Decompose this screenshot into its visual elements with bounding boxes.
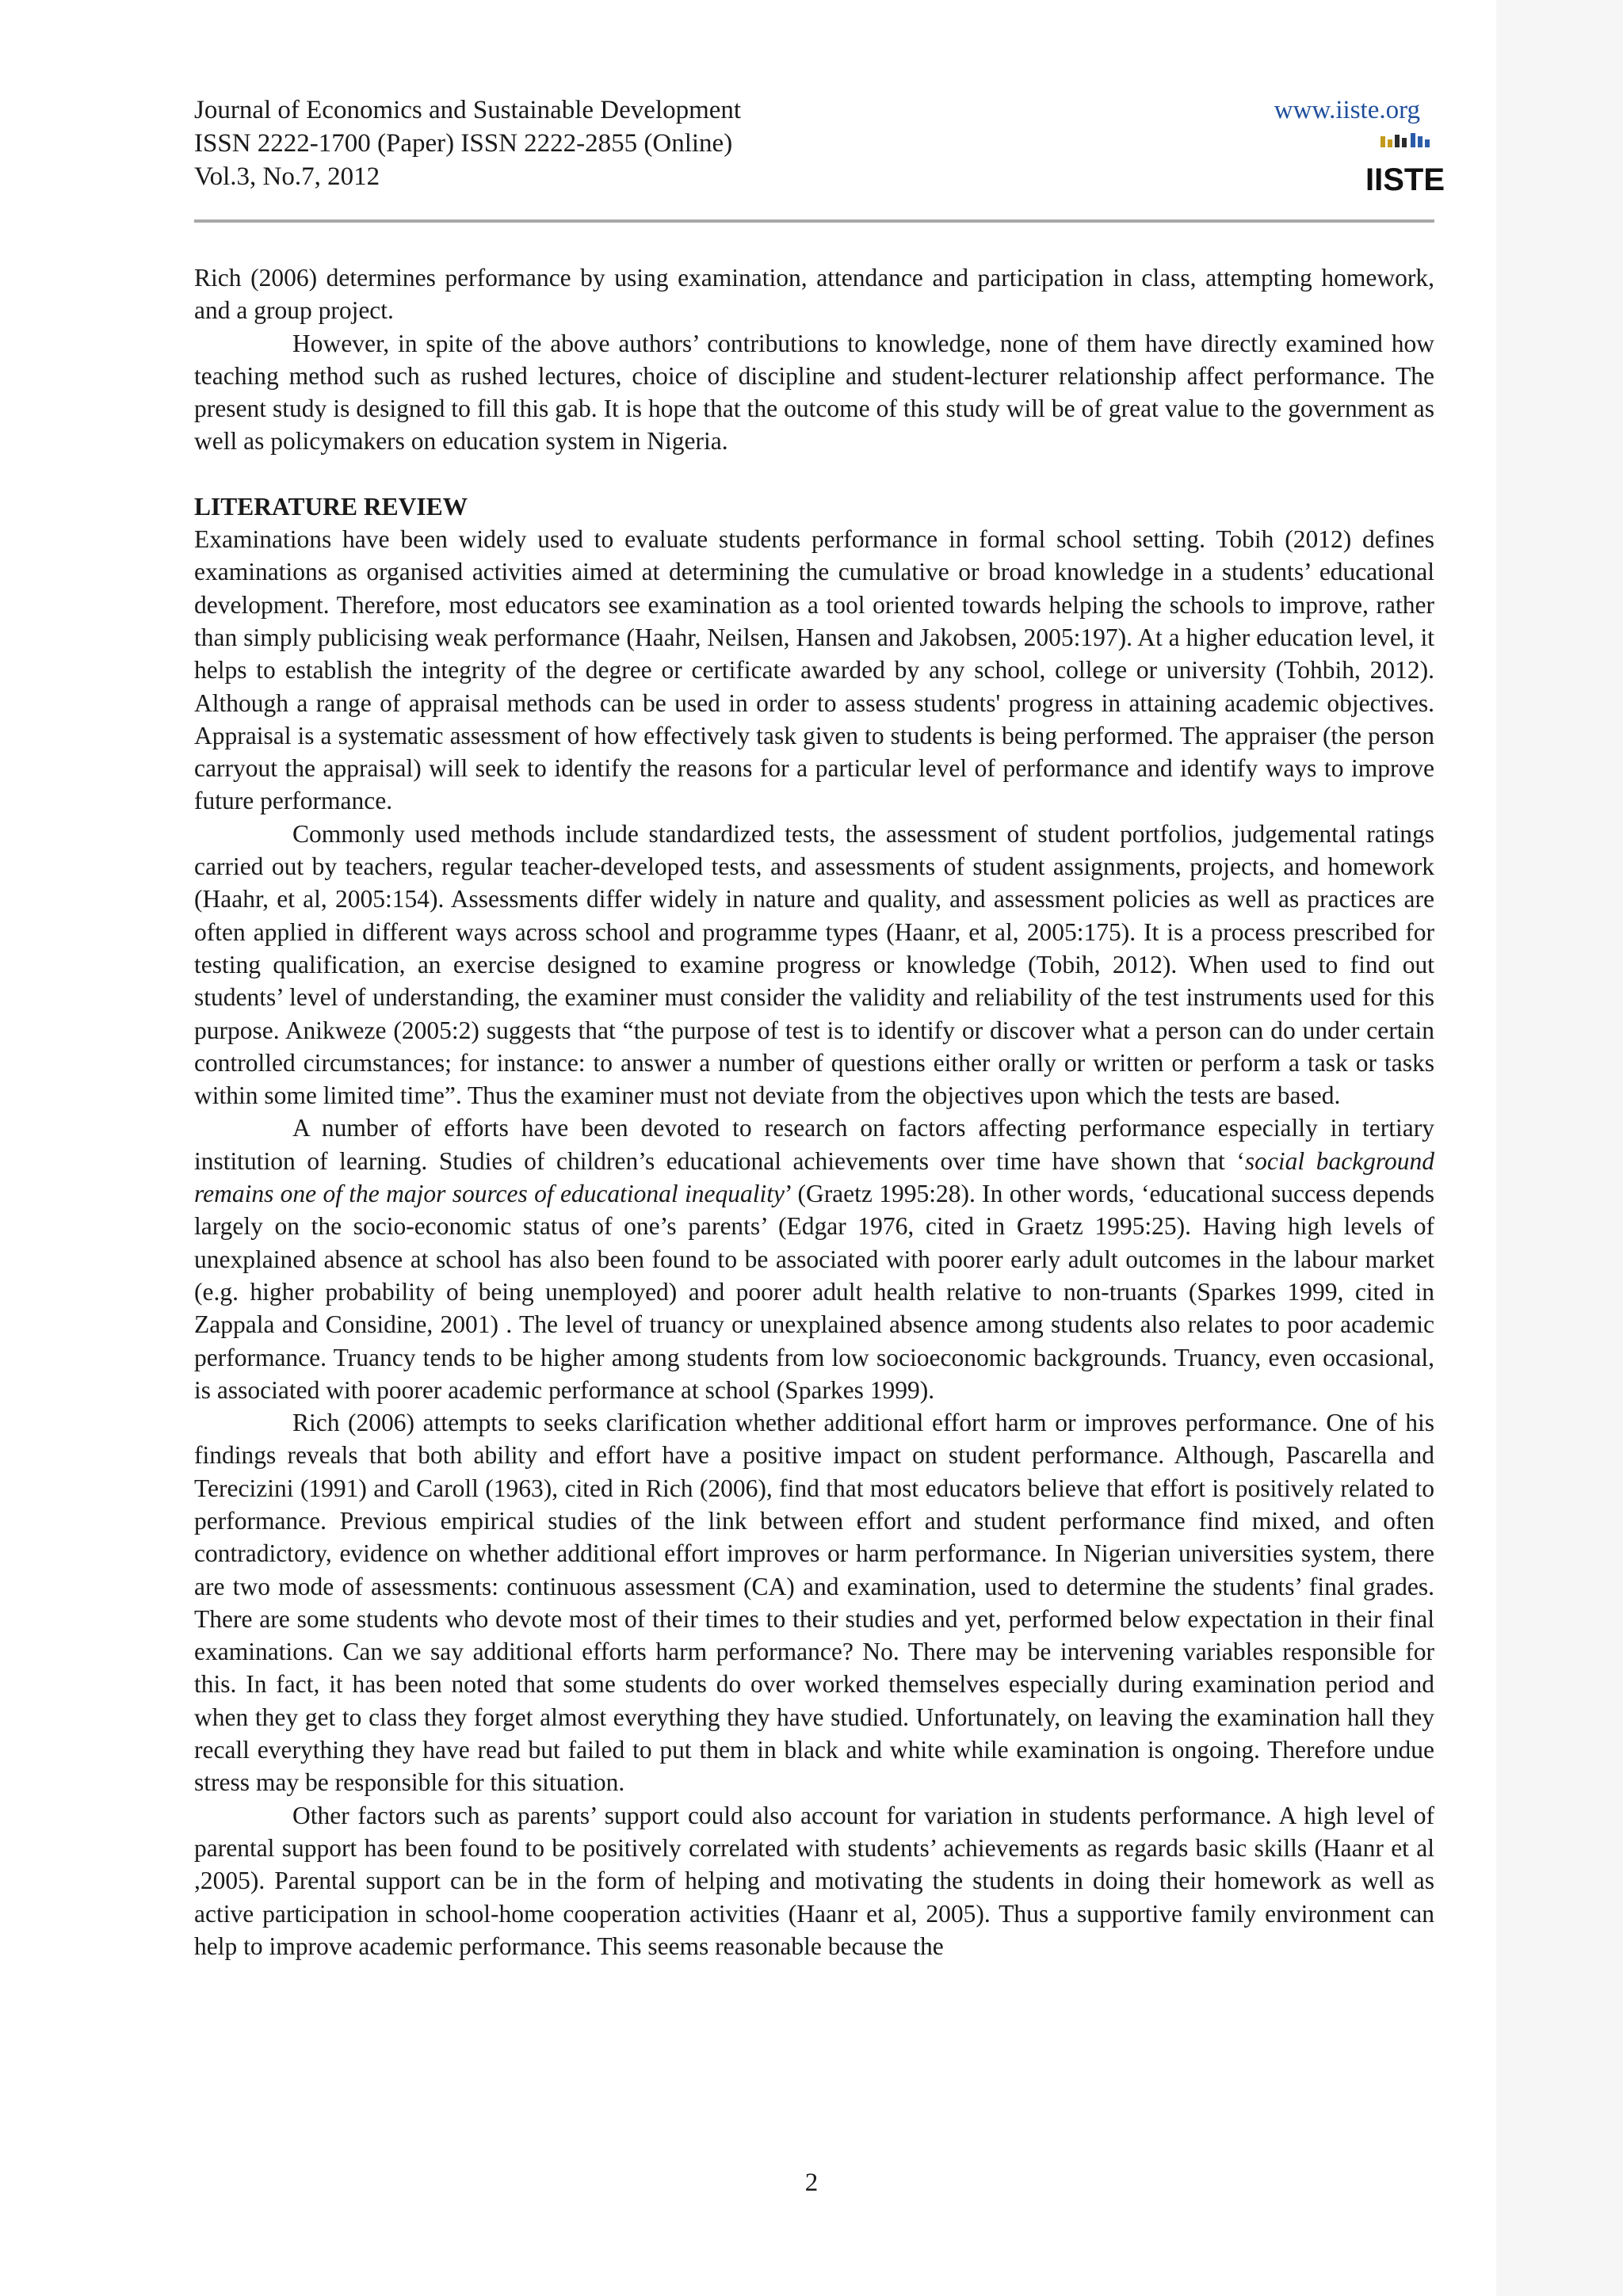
page-number: 2 (804, 2168, 819, 2197)
section-heading-literature-review: LITERATURE REVIEW (194, 492, 468, 521)
journal-website-link[interactable]: www.iiste.org (1274, 96, 1420, 124)
paragraph-1: Rich (2006) determines performance by using examination, attendance and participation in class, attempting homework, and a group project. (194, 264, 1434, 325)
journal-info (194, 93, 741, 193)
journal-header (194, 93, 1445, 220)
iiste-logo-text: IISTE (1365, 162, 1445, 197)
journal-issn: ISSN 2222-1700 (Paper) ISSN 2222-2855 (Online) (194, 129, 733, 158)
section-spacer (194, 458, 1434, 490)
paragraph-6: Rich (2006) attempts to seeks clarification whether additional effort harm or improves performance. One of his findings reveals that both ability and effort have a positive impact on student performance. Although, Pascarella and Terecizini (1991) and Caroll (1963), cited in Rich (2006), find that most educators believe that effort is positively related to performance. Previous empirical studies of the link between effort and student performance find mixed, and often contradictory, evidence on whether additional effort improves or harm performance. In Nigerian universities system, there are two mode of assessments: continuous assessment (CA) and examination, used to determine the students’ final grades. There are some students who devote most of their times to their studies and yet, performed below expectation in their final examinations. Can we say additional efforts harm performance? No. There may be intervening variables responsible for this. In fact, it has been noted that some students do over worked themselves especially during examination period and when they get to class they forget almost everything they have studied. Unfortunately, on leaving the examination hall they recall everything they have read but failed to put them in black and white while examination is ongoing. Therefore undue stress may be responsible for this situation. (194, 1409, 1434, 1797)
scan-edge-shading (1496, 0, 1623, 2296)
journal-title: Journal of Economics and Sustainable Development (194, 96, 742, 124)
paragraph-3: Examinations have been widely used to evaluate students performance in formal school setting. Tobih (2012) defines examinations as organised activities aimed at determining the cumulative or broad knowledge in a students’ educational development. Therefore, most educators see examination as a tool oriented towards helping the schools to improve, rather than simply publicising weak performance (Haahr, Neilsen, Hansen and Jakobsen, 2005:197). At a higher education level, it helps to establish the integrity of the degree or certificate awarded by any school, college or university (Tohbih, 2012). Although a range of appraisal methods can be used in order to assess students' progress in attaining academic objectives. Appraisal is a systematic assessment of how effectively task given to students is being performed. The appraiser (the person carryout the appraisal) will seek to identify the reasons for a particular level of performance and identify ways to improve future performance. (194, 525, 1434, 815)
article-body (194, 261, 1434, 1962)
journal-volume: Vol.3, No.7, 2012 (194, 162, 380, 191)
paragraph-7: Other factors such as parents’ support could also account for variation in students performance. A high level of parental support has been found to be positively correlated with students’ achievements as regards basic skills (Haanr et al ,2005). Parental support can be in the form of helping and motivating the students in doing their homework as well as active participation in school-home cooperation activities (Haanr et al, 2005). Thus a supportive family environment can help to improve academic performance. This seems reasonable because the (194, 1801, 1434, 1960)
paragraph-5 (194, 1112, 1434, 1406)
header-divider (194, 219, 1434, 223)
paragraph-5-quote: social background remains one of the major sources of educational inequality (194, 1146, 1435, 1208)
paragraph-5-part-a: A number of efforts have been devoted to research on factors affecting performance especially in tertiary institution of learning. Studies of children’s educational achievements over time have shown that ‘ (194, 1114, 1434, 1175)
paragraph-5-part-b: ’ (Graetz 1995:28). In other words, ‘educational success depends largely on the socio-economic status of one’s parents’ (Edgar 1976, cited in Graetz 1995:25). Having high levels of unexplained absence at school has also been found to be associated with poorer early adult outcomes in the labour market (e.g. higher probability of being unemployed) and poorer adult health relative to non-truants (Sparkes 1999, cited in Zappala and Considine, 2001) . The level of truancy or unexplained absence among students also relates to poor academic performance. Truancy tends to be higher among students from low socioeconomic backgrounds. Truancy, even occasional, is associated with poorer academic performance at school (Sparkes 1999). (194, 1180, 1435, 1404)
iiste-logo (1365, 132, 1445, 197)
paragraph-4: Commonly used methods include standardized tests, the assessment of student portfolios, judgemental ratings carried out by teachers, regular teacher-developed tests, and assessments of student assignments, projects, and homework (Haahr, et al, 2005:154). Assessments differ widely in nature and quality, and assessment policies as well as practices are often applied in different ways across school and programme types (Haanr, et al, 2005:175). It is a process prescribed for testing qualification, an exercise designed to examine progress or knowledge (Tobih, 2012). When used to find out students’ level of understanding, the examiner must consider the validity and reliability of the test instruments used for this purpose. Anikweze (2005:2) suggests that “the purpose of test is to identify or discover what a person can do under certain controlled circumstances; for instance: to answer a number of questions either orally or written or perform a task or tasks within some limited time”. Thus the examiner must not deviate from the objectives upon which the tests are based. (194, 819, 1434, 1110)
paragraph-2: However, in spite of the above authors’ contributions to knowledge, none of them have directly examined how teaching method such as rushed lectures, choice of discipline and student-lecturer relationship affect performance. The present study is designed to fill this gab. It is hope that the outcome of this study will be of great value to the government as well as policymakers on education system in Nigeria. (194, 329, 1434, 456)
